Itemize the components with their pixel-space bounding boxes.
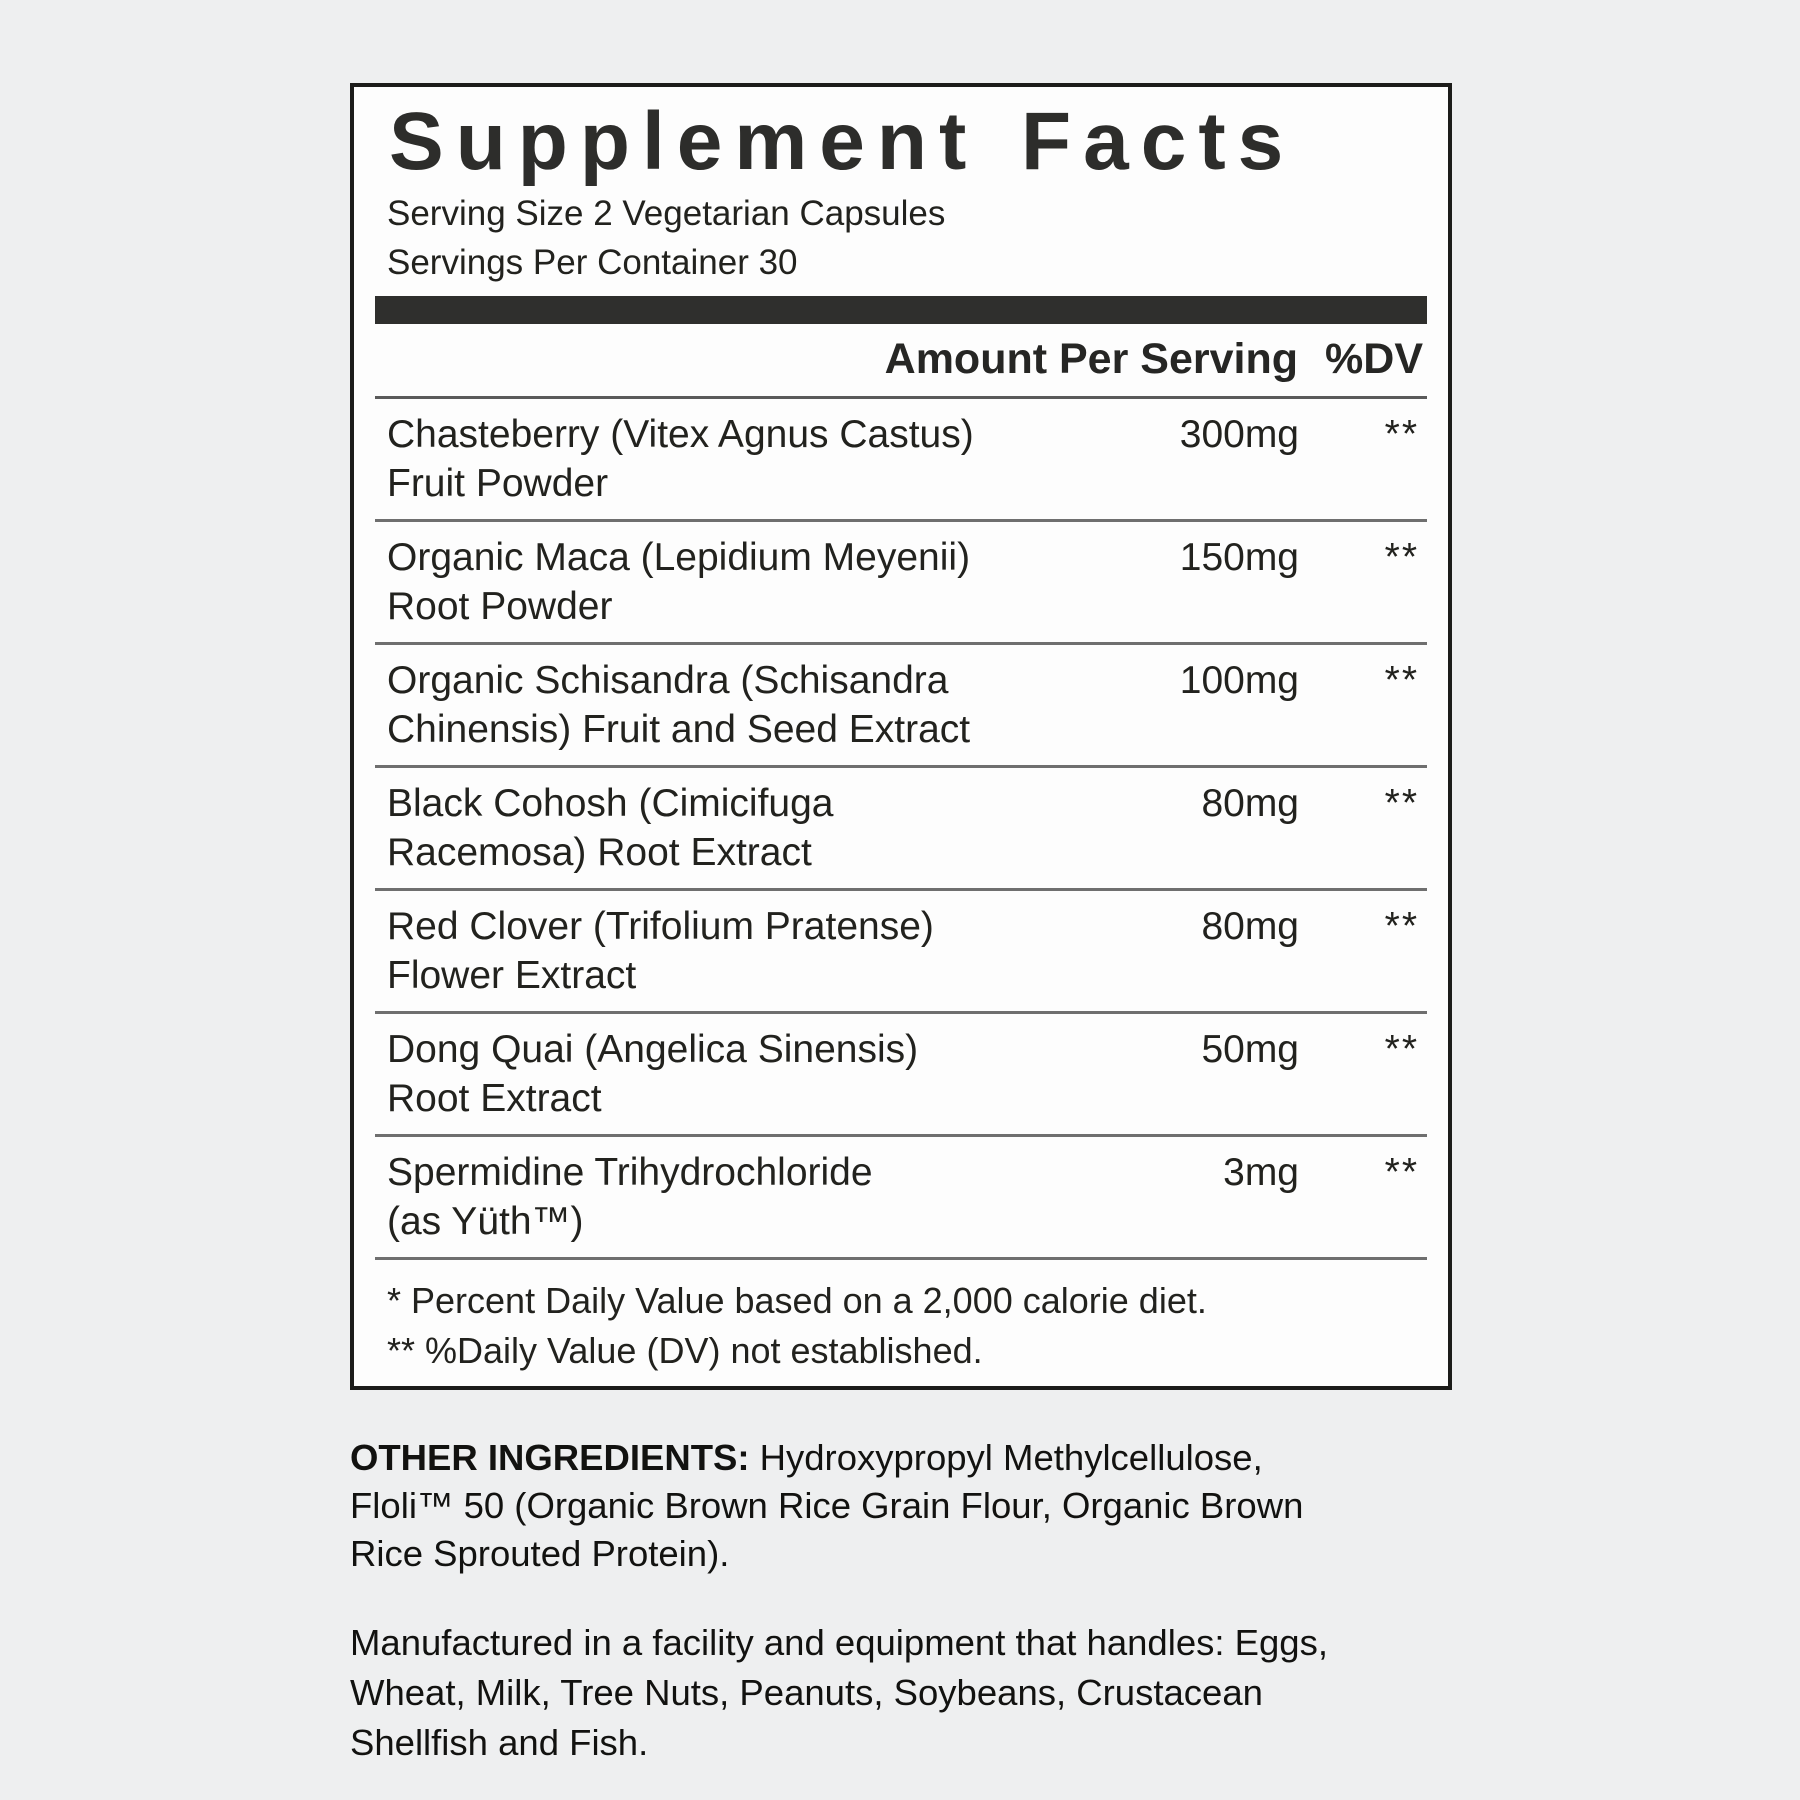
panel-title: Supplement Facts: [389, 96, 1296, 187]
dv-header: %DV: [1325, 335, 1423, 383]
other-ingredients-text: Hydroxypropyl Methylcellulose,: [749, 1437, 1263, 1478]
ingredient-dv: **: [1384, 782, 1419, 825]
footnote-dv-not-established: ** %Daily Value (DV) not established.: [387, 1330, 983, 1371]
ingredient-name: Chasteberry (Vitex Agnus Castus): [387, 413, 974, 456]
ingredient-name-cont: Flower Extract: [387, 954, 637, 997]
ingredient-amount: 80mg: [1201, 782, 1299, 825]
amount-per-serving-header: Amount Per Serving: [884, 335, 1298, 383]
ingredient-name-cont: Fruit Powder: [387, 462, 609, 505]
ingredient-amount: 150mg: [1179, 536, 1299, 579]
ingredient-name: Spermidine Trihydrochloride: [387, 1151, 873, 1194]
allergen-statement-line: Wheat, Milk, Tree Nuts, Peanuts, Soybeans, Crustacean: [350, 1672, 1263, 1713]
allergen-statement-line: Manufactured in a facility and equipment that handles: Eggs,: [350, 1622, 1328, 1663]
ingredient-dv: **: [1384, 1151, 1419, 1194]
divider-bar: [375, 296, 1427, 324]
ingredient-dv: **: [1384, 413, 1419, 456]
ingredient-name: Organic Maca (Lepidium Meyenii): [387, 536, 971, 579]
table-header-row: [375, 324, 1427, 399]
ingredient-name: Red Clover (Trifolium Pratense): [387, 905, 934, 948]
ingredient-dv: **: [1384, 659, 1419, 702]
ingredient-amount: 3mg: [1223, 1151, 1299, 1194]
ingredient-name-cont: Chinensis) Fruit and Seed Extract: [387, 708, 971, 751]
ingredient-row-chasteberry: [375, 399, 1427, 522]
other-ingredients-line: [350, 1434, 1520, 1482]
ingredient-name: Black Cohosh (Cimicifuga: [387, 782, 834, 825]
ingredient-name-cont: Root Extract: [387, 1077, 602, 1120]
supplement-facts-panel: [350, 83, 1452, 1390]
ingredient-row-dong-quai: [375, 1014, 1427, 1137]
servings-per-container: Servings Per Container 30: [387, 243, 798, 282]
ingredient-amount: 50mg: [1201, 1028, 1299, 1071]
ingredient-name-cont: Racemosa) Root Extract: [387, 831, 812, 874]
ingredient-name-cont: Root Powder: [387, 585, 613, 628]
other-ingredients-line: Floli™ 50 (Organic Brown Rice Grain Flour, Organic Brown: [350, 1485, 1304, 1526]
ingredient-row-red-clover: [375, 891, 1427, 1014]
allergen-statement-line: Shellfish and Fish.: [350, 1722, 649, 1763]
ingredient-amount: 100mg: [1179, 659, 1299, 702]
allergen-statement: [350, 1618, 1520, 1768]
footnotes: [375, 1260, 1427, 1376]
footnote-daily-value-basis: * Percent Daily Value based on a 2,000 calorie diet.: [387, 1280, 1207, 1321]
ingredient-name: Dong Quai (Angelica Sinensis): [387, 1028, 919, 1071]
ingredient-dv: **: [1384, 536, 1419, 579]
other-ingredients-label: OTHER INGREDIENTS:: [350, 1437, 750, 1478]
ingredient-name: Organic Schisandra (Schisandra: [387, 659, 949, 702]
ingredient-row-maca: [375, 522, 1427, 645]
ingredient-name-cont: (as Yüth™): [387, 1200, 584, 1243]
serving-size: Serving Size 2 Vegetarian Capsules: [387, 194, 946, 233]
serving-info: [375, 189, 1427, 287]
other-ingredients-section: [350, 1434, 1520, 1578]
other-ingredients-line: Rice Sprouted Protein).: [350, 1533, 730, 1574]
ingredient-row-schisandra: [375, 645, 1427, 768]
ingredient-row-spermidine: [375, 1137, 1427, 1260]
ingredient-dv: **: [1384, 905, 1419, 948]
ingredient-amount: 80mg: [1201, 905, 1299, 948]
ingredient-row-black-cohosh: [375, 768, 1427, 891]
ingredient-amount: 300mg: [1179, 413, 1299, 456]
ingredient-dv: **: [1384, 1028, 1419, 1071]
